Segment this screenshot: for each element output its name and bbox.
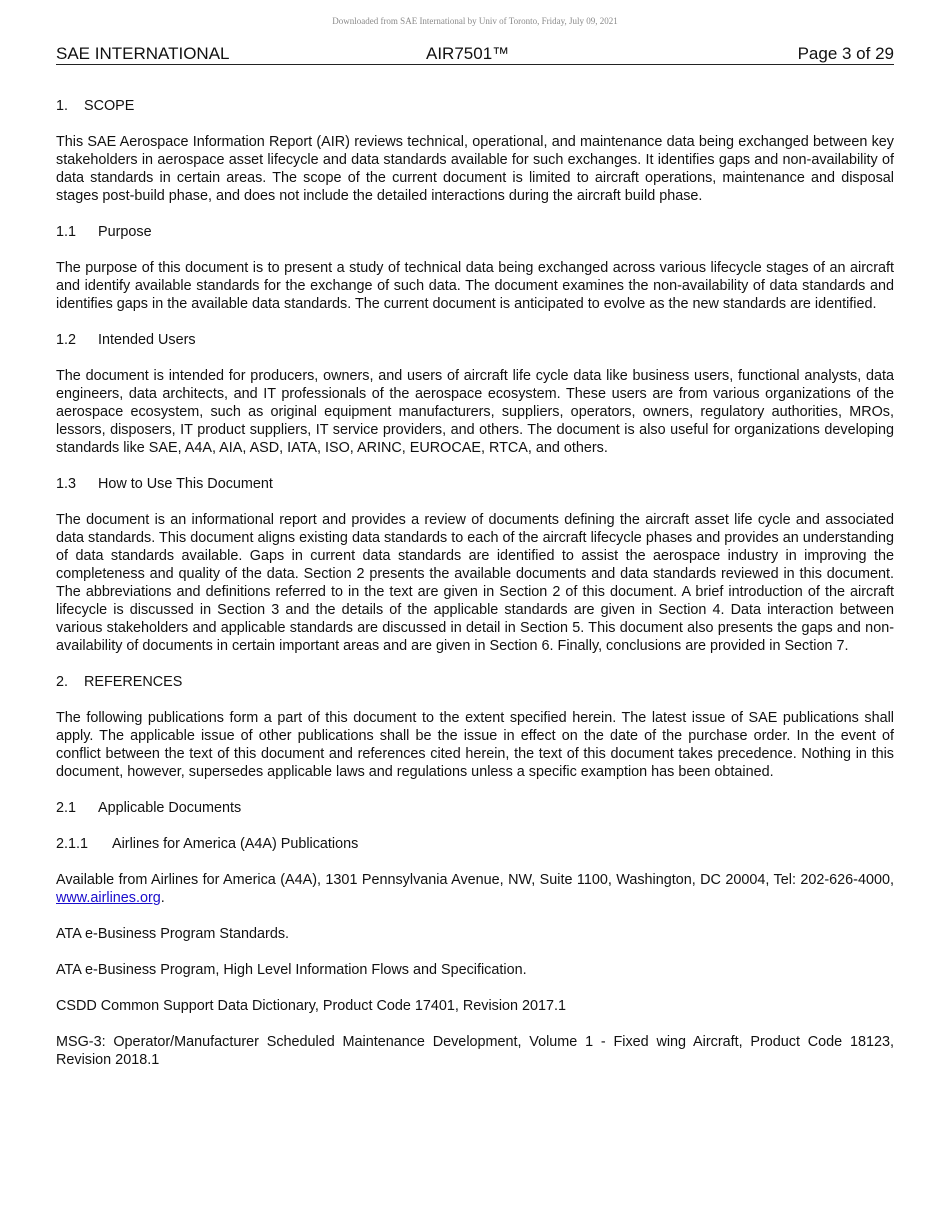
header-page-number: Page 3 of 29 [797,44,894,63]
section-title: SCOPE [84,98,135,114]
section-number: 2.1 [56,800,77,816]
page-header [56,44,894,65]
section-title: How to Use This Document [98,476,273,492]
section-number: 1.1 [56,224,77,240]
scope-paragraph: This SAE Aerospace Information Report (AIR) reviews technical, operational, and maintenance data being exchanged between key stakeholders in aerospace asset lifecycle and data standards available for such exchanges. It identifies gaps and non-availability of data standards in certain areas. The scope of the current document is limited to aircraft operations, maintenance and disposal stages post-build phase, and does not include the detailed interactions during the aircraft build phase. [56,134,894,204]
section-title: Applicable Documents [98,800,242,816]
download-notice: Downloaded from SAE International by Univ of Toronto, Friday, July 09, 2021 [332,16,618,26]
availability-text: Available from Airlines for America (A4A), 1301 Pennsylvania Avenue, NW, Suite 1100, Washington, DC 20004, Tel: 202-626-4000, [56,872,894,888]
reference-item: ATA e-Business Program, High Level Information Flows and Specification. [56,962,527,978]
section-number: 2.1.1 [56,836,89,852]
document-body [56,97,894,1087]
how-to-use-paragraph: The document is an informational report and provides a review of documents defining the aircraft asset life cycle and associated data standards. This document aligns existing data standards to each of the aircraft lifecycle phases and provides an understanding of data standards available. Gaps in current data standards are identified to assist the aerospace industry in improving the completeness and quality of the data. Section 2 presents the available documents and data standards reviewed in this document. The abbreviations and definitions referred to in the text are given in Section 2 of this document. A brief introduction of the aircraft lifecycle is discussed in Section 3 and the details of the applicable standards are given in Section 4. Data interaction between various stakeholders and applicable standards are discussed in detail in Section 5. This document also presents the gaps and non-availability of documents in certain important areas and are given in Section 6. Finally, conclusions are provided in Section 7. [56,512,894,654]
header-org: SAE INTERNATIONAL [56,44,230,63]
section-heading-intended-users [56,331,894,349]
reference-item: CSDD Common Support Data Dictionary, Product Code 17401, Revision 2017.1 [56,998,567,1014]
section-heading-applicable-documents [56,799,894,817]
references-paragraph: The following publications form a part of this document to the extent specified herein. The latest issue of SAE publications shall apply. The applicable issue of other publications shall be the issue in effect on the date of the purchase order. In the event of conflict between the text of this document and references cited herein, the text of this document takes precedence. Nothing in this document, however, supersedes applicable laws and regulations unless a specific examption has been obtained. [56,710,894,780]
section-heading-how-to-use [56,475,894,493]
section-title: REFERENCES [84,674,183,690]
section-number: 1.3 [56,476,77,492]
header-doc-id: AIR7501™ [426,44,510,63]
availability-text-end: . [160,890,165,906]
section-heading-purpose [56,223,894,241]
section-number: 2. [56,674,69,690]
section-number: 1.2 [56,332,77,348]
section-number: 1. [56,98,69,114]
section-heading-scope [56,97,894,115]
reference-item: ATA e-Business Program Standards. [56,926,290,942]
reference-item: MSG-3: Operator/Manufacturer Scheduled Maintenance Development, Volume 1 - Fixed wing Aircraft, Product Code 18123, Revision 2018.1 [56,1034,894,1068]
purpose-paragraph: The purpose of this document is to present a study of technical data being exchanged across various lifecycle stages of an aircraft and identify available standards for the exchange of such data. The document examines the non-availability of data standards and identifies gaps in the available data standards. The current document is anticipated to evolve as the new standards are identified. [56,260,894,312]
section-heading-references [56,673,894,691]
section-title: Airlines for America (A4A) Publications [112,836,359,852]
airlines-org-link[interactable]: www.airlines.org [56,890,161,906]
section-heading-a4a-publications [56,835,894,853]
intended-users-paragraph: The document is intended for producers, owners, and users of aircraft life cycle data like business users, functional analysts, data engineers, data architects, and IT professionals of the aerospace ecosystem. These users are from various organizations of the aerospace ecosystem, such as original equipment manufacturers, suppliers, operators, owners, regulatory authorities, MROs, lessors, disposers, IT product suppliers, IT service providers, and others. The document is also useful for organizations developing standards like SAE, A4A, AIA, ASD, IATA, ISO, ARINC, EUROCAE, RTCA, and others. [56,368,894,456]
section-title: Purpose [98,224,152,240]
section-title: Intended Users [98,332,196,348]
a4a-availability-paragraph [56,871,894,907]
